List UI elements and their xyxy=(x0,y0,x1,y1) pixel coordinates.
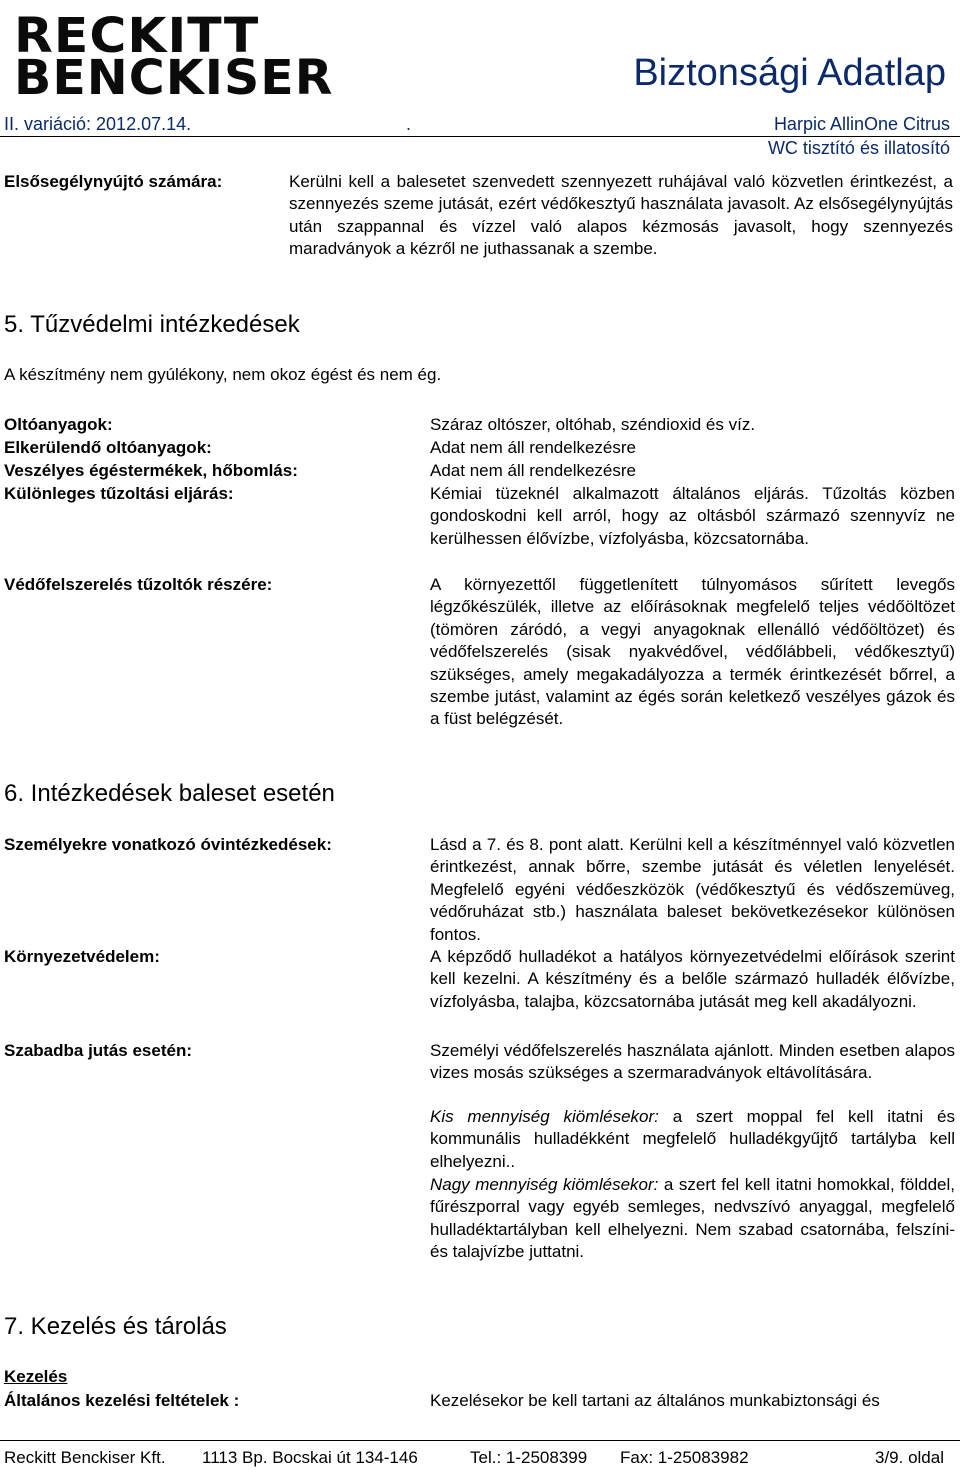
release-label: Szabadba jutás esetén: xyxy=(4,1041,193,1060)
environment-label: Környezetvédelem: xyxy=(4,947,160,966)
personal-precautions-text: Lásd a 7. és 8. pont alatt. Kerülni kell a készítménnyel való közvetlen érintkezést, annak bőrre, szembe jutását és véletlen lenyelését. Megfelelő egyéni védőeszközök (védőkesztyű és védőszemüveg, védőruházat stb.) használata baleset bekövetkezésekor különösen fontos. xyxy=(430,835,955,944)
hazardous-products-value: Adat nem áll rendelkezésre xyxy=(430,461,637,480)
section-5-intro: A készítmény nem gyúlékony, nem okoz égést és nem ég. xyxy=(4,365,442,384)
large-spill-text: a szert fel kell itatni homokkal, földdel, fűrészporral vagy egyéb semleges, nedvszívó anyaggal, megfelelő hulladéktartályban kell elhelyezni. Nem szabad csatornába, felszíni- és talajvízbe juttatni. xyxy=(430,1175,956,1262)
first-aid-text: Kerülni kell a balesetet szenvedett szennyezett ruhájával való közvetlen érintkezést, a szennyezés szeme jutását, ezért védőkesztyű használata javasolt. Az elsősegélynyújtás után szappannal és vízzel való alapos kézmosás javasolt, hogy szennyezés maradványok a kézről ne juthassanak a szembe. xyxy=(289,172,953,259)
environment-text: A képződő hulladékot a hatályos környezetvédelmi előírások szerint kell kezelni. A készítmény és a belőle származó hulladék élővízbe, vízfolyásba, talajba, közcsatornába jutását meg kell akadályozni. xyxy=(430,947,955,1011)
header-rule xyxy=(0,136,960,137)
small-spill-label: Kis mennyiség kiömlésekor: xyxy=(430,1107,659,1126)
footer-page: 3/9. oldal xyxy=(875,1448,944,1467)
section-7-title: 7. Kezelés és tárolás xyxy=(4,1313,227,1340)
large-spill-paragraph xyxy=(430,1174,955,1264)
handling-subtitle: Kezelés xyxy=(4,1367,68,1386)
product-name: Harpic AllinOne Citrus xyxy=(773,114,950,134)
footer-company: Reckitt Benckiser Kft. xyxy=(4,1448,166,1467)
general-handling-label: Általános kezelési feltételek : xyxy=(4,1391,240,1410)
firefighter-equipment-label: Védőfelszerelés tűzoltók részére: xyxy=(4,575,273,594)
large-spill-label: Nagy mennyiség kiömlésekor: xyxy=(430,1175,659,1194)
general-handling-text: Kezelésekor be kell tartani az általános munkabiztonsági és xyxy=(430,1391,880,1410)
document-title: Biztonsági Adatlap xyxy=(633,52,946,94)
version-info: II. variáció: 2012.07.14. xyxy=(4,114,192,134)
unsuitable-media-value: Adat nem áll rendelkezésre xyxy=(430,438,637,457)
product-subtitle: WC tisztító és illatosító xyxy=(767,138,950,158)
unsuitable-media-label: Elkerülendő oltóanyagok: xyxy=(4,438,212,457)
footer-fax: Fax: 1-25083982 xyxy=(620,1448,749,1467)
footer-address: 1113 Bp. Bocskai út 134-146 xyxy=(202,1448,418,1467)
small-spill-paragraph xyxy=(430,1106,955,1173)
first-aid-label: Elsősegélynyújtó számára: xyxy=(4,172,223,191)
firefighter-equipment-value: A környezettől függetlenített túlnyomásos sűrített levegős légzőkészülék, illetve az előírásoknak megfelelő teljes védőöltözet (tömören záródó, a vegyi anyagoknak ellenálló védőöltözet) és védőfelszerelés (sisak nyakvédővel, védőlábbeli, védőkesztyű) szükséges, amely megakadályozza a termék érintkezését bőrrel, a szembe jutást, valamint az égés során keletkező veszélyes gázok és a füst belégzését. xyxy=(430,575,955,729)
special-procedure-label: Különleges tűzoltási eljárás: xyxy=(4,484,234,503)
hazardous-products-label: Veszélyes égéstermékek, hőbomlás: xyxy=(4,461,298,480)
header-dot: . xyxy=(406,114,412,134)
section-6-title: 6. Intézkedések baleset esetén xyxy=(4,780,335,807)
footer-rule xyxy=(0,1440,960,1441)
extinguishing-value: Száraz oltószer, oltóhab, széndioxid és víz. xyxy=(430,415,756,434)
section-5-title: 5. Tűzvédelmi intézkedések xyxy=(4,311,300,338)
company-logo-line2: BENCKISER xyxy=(14,50,334,106)
personal-precautions-label: Személyekre vonatkozó óvintézkedések: xyxy=(4,835,332,854)
extinguishing-label: Oltóanyagok: xyxy=(4,415,113,434)
release-text: Személyi védőfelszerelés használata ajánlott. Minden esetben alapos vizes mosás szükséges a szermaradványok eltávolítására. xyxy=(430,1041,955,1083)
footer-tel: Tel.: 1-2508399 xyxy=(470,1448,588,1467)
company-logo-line1: RECKITT xyxy=(14,8,260,64)
special-procedure-value: Kémiai tüzeknél alkalmazott általános eljárás. Tűzoltás közben gondoskodni kell arról, hogy az oltásból származó szennyvíz ne kerülhessen élővízbe, vízfolyásba, közcsatornába. xyxy=(430,484,955,548)
small-spill-text: a szert moppal fel kell itatni és kommunális hulladékként megfelelő hulladékgyűjtő tartályba kell elhelyezni.. xyxy=(430,1107,955,1171)
